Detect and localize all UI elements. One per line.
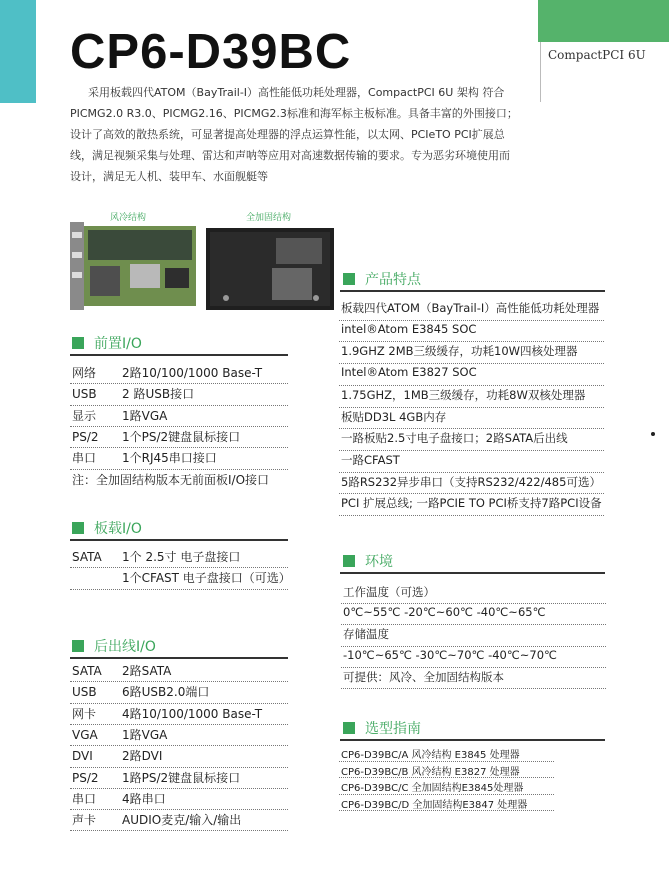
list-item: 5路RS232异步串口（支持RS232/422/485可选）: [341, 474, 601, 489]
row-divider: [339, 761, 554, 762]
list-item: CP6-D39BC/B 风冷结构 E3827 处理器: [341, 766, 520, 778]
row-divider: [339, 794, 554, 795]
io-row-value: 1个CFAST 电子盘接口（可选）: [122, 571, 291, 586]
list-item: 工作温度（可选）: [343, 585, 435, 599]
list-item: -10℃~65℃ -30℃~70℃ -40℃~70℃: [343, 647, 557, 662]
air-cooled-board-image: [70, 222, 200, 310]
io-row: [72, 407, 167, 424]
row-divider: [339, 515, 604, 516]
section-selection: [343, 718, 421, 738]
section-rule: [340, 739, 605, 741]
io-row: [72, 569, 291, 586]
list-item: intel®Atom E3845 SOC: [341, 321, 477, 336]
section-rule: [70, 539, 288, 541]
front-io-note: 注：全加固结构版本无前面板I/O接口: [72, 473, 270, 487]
section-marker-icon: [72, 337, 84, 349]
io-row-key: SATA: [72, 664, 102, 678]
row-divider: [339, 341, 604, 342]
section-title: 环境: [365, 554, 393, 570]
section-onboard-io: [72, 518, 142, 538]
io-row-key: USB: [72, 685, 97, 700]
air-cooled-label: 风冷结构: [110, 213, 147, 223]
io-row-value: AUDIO麦克/输入/输出: [122, 813, 242, 828]
section-marker-icon: [72, 640, 84, 652]
list-item: PCI 扩展总线; 一路PCIE TO PCI桥支持7路PCI设备: [341, 496, 602, 511]
io-row-key: 串口: [72, 791, 97, 806]
io-row-key: 串口: [72, 451, 97, 466]
section-rear-io: [72, 636, 156, 656]
io-row-value: 1个 2.5寸 电子盘接口: [122, 550, 241, 564]
section-title: 前置I/O: [94, 336, 142, 352]
io-row-key: 声卡: [72, 813, 97, 828]
io-row: [72, 364, 262, 381]
io-row-key: VGA: [72, 727, 98, 742]
io-row-value: 1个PS/2键盘鼠标接口: [122, 429, 241, 444]
io-row-value: 1路VGA: [122, 727, 168, 742]
row-divider: [70, 830, 288, 831]
list-item: 一路CFAST: [341, 452, 400, 467]
io-row-value: 2 路USB接口: [122, 387, 195, 402]
left-accent-bar: [0, 0, 36, 103]
intro-paragraph: 采用板载四代ATOM（BayTrail-I）高性能低功耗处理器，CompactPCI 6U 架构 符合PICMG2.0 R3.0、PICMG2.16、PICMG2.3标准和海军标主板标准。具备丰富的外围接口；设计了高效的散热系统，可显著提高处理器的浮点运算性能，以太网、PCIeTO PCI扩展总线，满足视频采集与处理、雷达和声呐等应用对高速数据传输的要求。专为恶劣环境使用而设计，满足无人机、装甲车、水面舰艇等: [70, 86, 518, 183]
io-row-value: 1路VGA: [122, 408, 168, 423]
io-row-value: 6路USB2.0端口: [122, 685, 210, 700]
row-divider: [70, 447, 288, 448]
io-row: [72, 385, 194, 402]
conduction-cooled-board-image: [206, 228, 334, 310]
row-divider: [70, 703, 288, 704]
row-divider: [339, 810, 554, 811]
row-divider: [70, 383, 288, 384]
list-item: CP6-D39BC/C 全加固结构E3845处理器: [341, 783, 524, 794]
section-rule: [340, 290, 605, 292]
io-row-key: USB: [72, 387, 97, 402]
io-row-key: DVI: [72, 749, 93, 764]
product-title: CP6-D39BC: [70, 25, 352, 79]
io-row-value: 1路PS/2键盘鼠标接口: [122, 770, 241, 785]
io-row: [72, 811, 241, 828]
row-divider: [339, 493, 604, 494]
category-label: CompactPCI 6U: [548, 48, 646, 62]
list-item: Intel®Atom E3827 SOC: [341, 365, 477, 380]
list-item: 板载四代ATOM（BayTrail-I）高性能低功耗处理器: [341, 301, 600, 315]
row-divider: [339, 777, 554, 778]
row-divider: [339, 407, 604, 408]
row-divider: [341, 667, 606, 668]
conduction-cooled-label: 全加固结构: [246, 213, 292, 223]
list-item: 可提供：风冷、全加固结构版本: [343, 669, 504, 684]
row-divider: [339, 320, 604, 321]
section-marker-icon: [343, 273, 355, 285]
section-environment: [343, 551, 393, 571]
list-item: CP6-D39BC/D 全加固结构E3847 处理器: [341, 799, 528, 811]
list-item: 一路板贴2.5寸电子盘接口；2路SATA后出线: [341, 431, 568, 446]
row-divider: [339, 428, 604, 429]
row-divider: [70, 589, 288, 590]
row-divider: [339, 450, 604, 451]
io-row: [72, 662, 171, 679]
io-row-value: 4路串口: [122, 791, 166, 806]
list-item: CP6-D39BC/A 风冷结构 E3845 处理器: [341, 750, 520, 761]
section-rule: [70, 657, 288, 659]
list-item: 0℃~55℃ -20℃~60℃ -40℃~65℃: [343, 605, 546, 620]
list-item: 1.9GHZ 2MB三级缓存，功耗10W四核处理器: [341, 344, 578, 359]
io-row-value: 2路10/100/1000 Base-T: [122, 366, 263, 380]
io-row-key: PS/2: [72, 770, 99, 785]
row-divider: [70, 426, 288, 427]
row-divider: [341, 624, 606, 625]
io-row-key: PS/2: [72, 429, 99, 444]
row-divider: [70, 809, 288, 810]
io-row: [72, 683, 209, 700]
row-divider: [70, 567, 288, 568]
row-divider: [339, 385, 604, 386]
row-divider: [341, 603, 606, 604]
io-row: [72, 449, 217, 466]
row-divider: [341, 646, 606, 647]
row-divider: [70, 405, 288, 406]
io-row: [72, 428, 240, 445]
io-row-key: 显示: [72, 408, 97, 423]
list-item: 1.75GHZ，1MB三级缓存，功耗8W双核处理器: [341, 387, 586, 402]
io-row: [72, 747, 162, 764]
io-row-key: 网卡: [72, 706, 97, 721]
list-item: 板贴DD3L 4GB内存: [341, 409, 447, 424]
io-row-value: 4路10/100/1000 Base-T: [122, 706, 263, 721]
section-rule: [70, 354, 288, 356]
list-item: 存储温度: [343, 627, 389, 642]
section-title: 选型指南: [365, 721, 421, 737]
section-title: 产品特点: [365, 272, 421, 288]
io-row-key: SATA: [72, 550, 102, 564]
io-row: [72, 726, 167, 743]
row-divider: [70, 745, 288, 746]
header-divider: [540, 42, 541, 102]
section-features: [343, 269, 421, 289]
section-title: 后出线I/O: [94, 639, 156, 655]
section-marker-icon: [343, 555, 355, 567]
row-divider: [339, 472, 604, 473]
io-row: [72, 548, 240, 565]
io-row: [72, 790, 166, 807]
section-rule: [340, 572, 605, 574]
io-row-value: 2路SATA: [122, 664, 172, 678]
row-divider: [341, 688, 606, 689]
row-divider: [70, 767, 288, 768]
section-marker-icon: [343, 722, 355, 734]
io-row-key: 网络: [72, 366, 97, 380]
row-divider: [70, 724, 288, 725]
io-row: [72, 769, 240, 786]
row-divider: [339, 363, 604, 364]
io-row-value: 2路DVI: [122, 749, 163, 764]
bullet-dot-icon: [651, 432, 655, 436]
right-accent-bar: [538, 0, 669, 42]
section-title: 板载I/O: [94, 521, 142, 537]
row-divider: [70, 681, 288, 682]
io-row-value: 1个RJ45串口接口: [122, 451, 217, 466]
io-row: [72, 705, 262, 722]
section-front-io: [72, 333, 142, 353]
row-divider: [70, 469, 288, 470]
section-marker-icon: [72, 522, 84, 534]
row-divider: [70, 788, 288, 789]
